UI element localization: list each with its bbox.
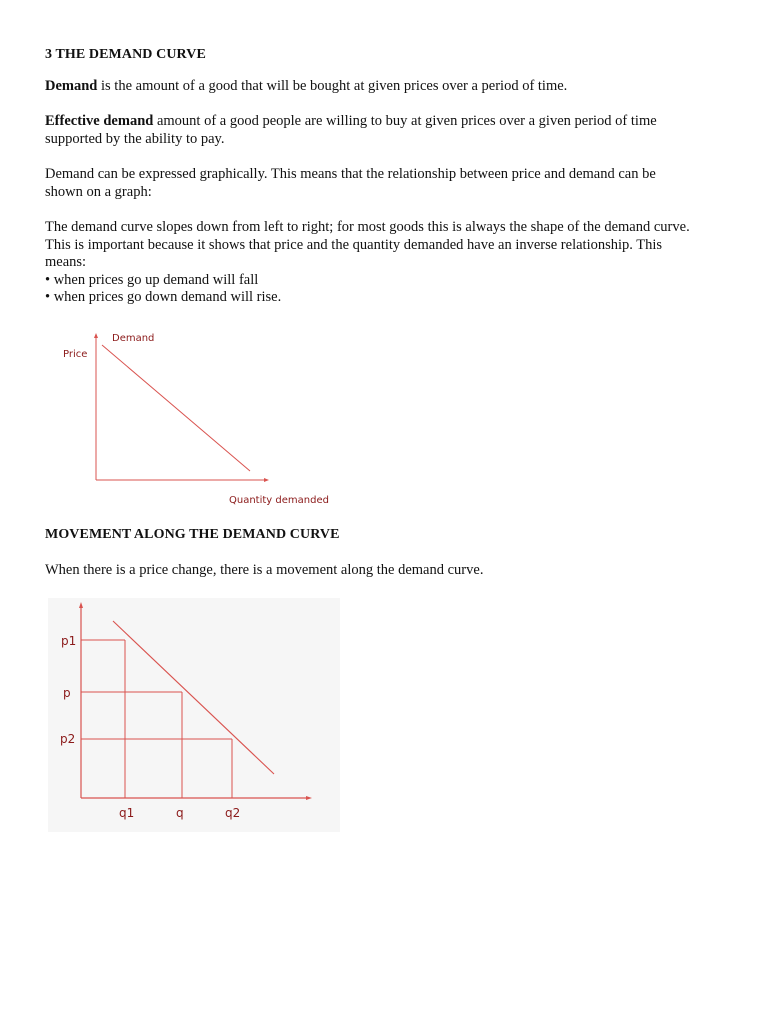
slope-line2: This is important because it shows that price and the quantity demanded have an inverse relationship. This — [45, 236, 663, 253]
movement-along-curve-figure — [48, 598, 340, 832]
figure-background — [48, 598, 340, 832]
price-axis-arrow-icon — [94, 333, 98, 338]
slope-paragraph — [45, 219, 735, 307]
effective-demand-text-line2: supported by the ability to pay. — [45, 130, 225, 147]
bullet-item: • when prices go up demand will fall — [45, 271, 259, 288]
price-axis-label: Price — [63, 349, 88, 360]
effective-demand-term: Effective demand — [45, 113, 154, 129]
effective-demand-text-line1: amount of a good people are willing to buy at given prices over a given period of time — [153, 113, 657, 129]
quantity-axis-label: Quantity demanded — [229, 495, 329, 506]
graph-intro-line1: Demand can be expressed graphically. This means that the relationship between price and demand can be — [45, 166, 656, 182]
demand-curve-figure — [55, 325, 345, 515]
demand-definition — [45, 78, 735, 96]
demand-definition-text: is the amount of a good that will be bought at given prices over a period of time. — [97, 78, 568, 94]
price-label-p2: p2 — [60, 732, 76, 746]
quantity-label-q1: q1 — [119, 806, 135, 820]
demand-curve-label: Demand — [112, 333, 155, 344]
quantity-axis-arrow-icon — [264, 478, 269, 482]
price-label-p: p — [63, 686, 71, 700]
demand-term: Demand — [45, 78, 98, 94]
movement-text: When there is a price change, there is a movement along the demand curve. — [45, 562, 484, 578]
slope-line3: means: — [45, 254, 87, 270]
slope-line1: The demand curve slopes down from left to right; for most goods this is always the shape of the demand curve. — [45, 219, 690, 235]
quantity-label-q2: q2 — [225, 806, 241, 820]
graph-intro-line2: shown on a graph: — [45, 183, 152, 200]
page-title: 3 THE DEMAND CURVE — [45, 47, 206, 62]
bullet-item: • when prices go down demand will rise. — [45, 289, 282, 305]
quantity-label-q: q — [176, 806, 184, 820]
effective-demand-definition — [45, 113, 735, 148]
price-label-p1: p1 — [61, 634, 77, 648]
graph-intro-paragraph — [45, 166, 735, 201]
demand-curve-line — [102, 345, 250, 471]
movement-heading: MOVEMENT ALONG THE DEMAND CURVE — [45, 527, 340, 542]
